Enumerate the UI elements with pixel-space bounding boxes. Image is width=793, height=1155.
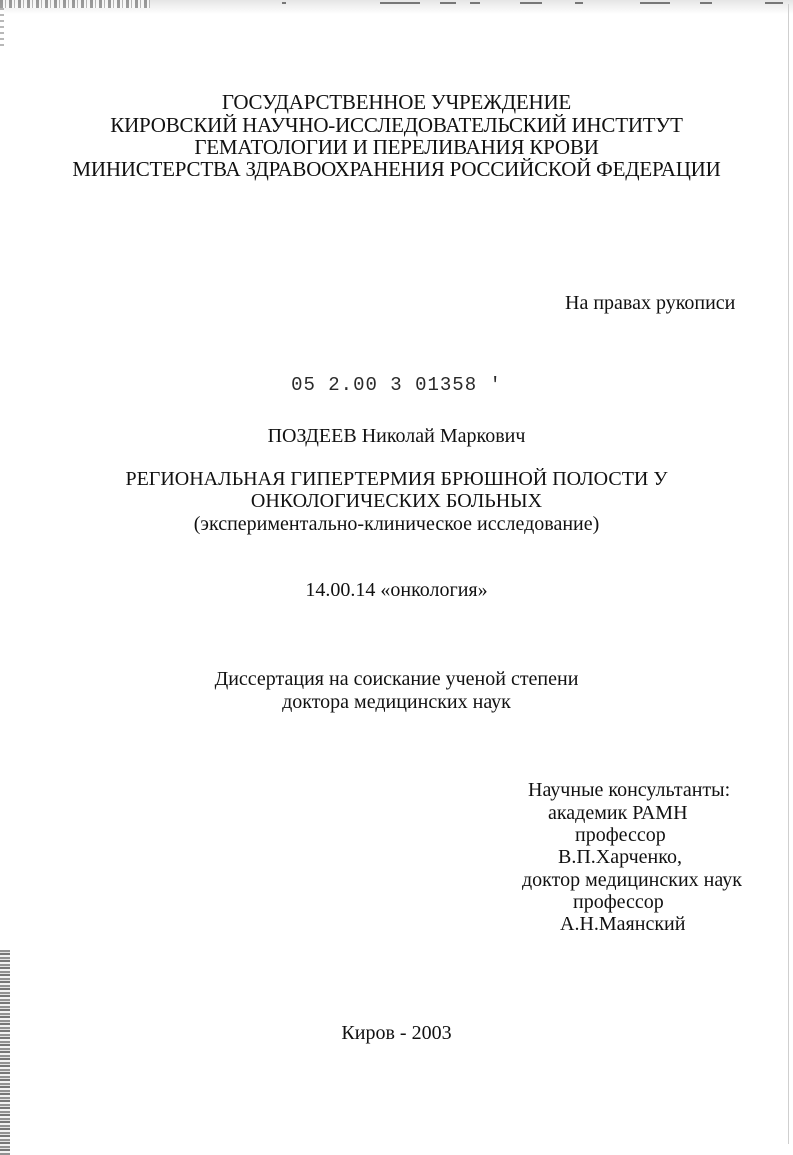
- place-and-year: Киров - 2003: [341, 1022, 452, 1044]
- title-subtitle: (экспериментально-клиническое исследование): [193, 513, 600, 535]
- scan-noise-left-top: [0, 8, 4, 48]
- specialty-code: 14.00.14 «онкология»: [305, 579, 488, 601]
- institution-line-3: ГЕМАТОЛОГИИ И ПЕРЕЛИВАНИЯ КРОВИ: [194, 135, 599, 159]
- scan-mark: [282, 2, 286, 4]
- registry-code: 05 2.00 3 01358 ': [291, 374, 502, 396]
- scan-mark: [440, 2, 456, 4]
- author-name: ПОЗДЕЕВ Николай Маркович: [267, 425, 526, 447]
- scan-noise-left-edge: [0, 950, 10, 1155]
- institution-line-2: КИРОВСКИЙ НАУЧНО-ИССЛЕДОВАТЕЛЬСКИЙ ИНСТИТУТ: [110, 113, 683, 137]
- scan-mark: [700, 2, 712, 4]
- consultant-line-2: профессор: [575, 824, 666, 846]
- scan-mark: [575, 2, 583, 4]
- degree-line-2: доктора медицинских наук: [282, 691, 511, 713]
- scan-mark: [520, 2, 542, 4]
- scan-noise-corner: [0, 0, 150, 8]
- title-line-2: ОНКОЛОГИЧЕСКИХ БОЛЬНЫХ: [250, 490, 543, 512]
- scan-mark: [470, 2, 480, 4]
- scan-mark: [640, 2, 670, 4]
- scan-mark: [765, 2, 783, 4]
- degree-line-1: Диссертация на соискание ученой степени: [214, 668, 579, 690]
- consultant-line-6: А.Н.Маянский: [560, 913, 686, 935]
- institution-line-1: ГОСУДАРСТВЕННОЕ УЧРЕЖДЕНИЕ: [221, 90, 572, 114]
- scan-mark: [380, 2, 420, 4]
- manuscript-note: На правах рукописи: [565, 292, 736, 314]
- consultant-line-4: доктор медицинских наук: [522, 869, 742, 891]
- institution-line-4: МИНИСТЕРСТВА ЗДРАВООХРАНЕНИЯ РОССИЙСКОЙ ФЕДЕРАЦИИ: [72, 157, 721, 181]
- title-line-1: РЕГИОНАЛЬНАЯ ГИПЕРТЕРМИЯ БРЮШНОЙ ПОЛОСТИ У: [125, 468, 668, 490]
- consultant-line-5: профессор: [573, 891, 664, 913]
- consultants-heading: Научные консультанты:: [528, 779, 731, 801]
- consultant-line-1: академик РАМН: [548, 802, 688, 824]
- consultant-line-3: В.П.Харченко,: [558, 846, 682, 868]
